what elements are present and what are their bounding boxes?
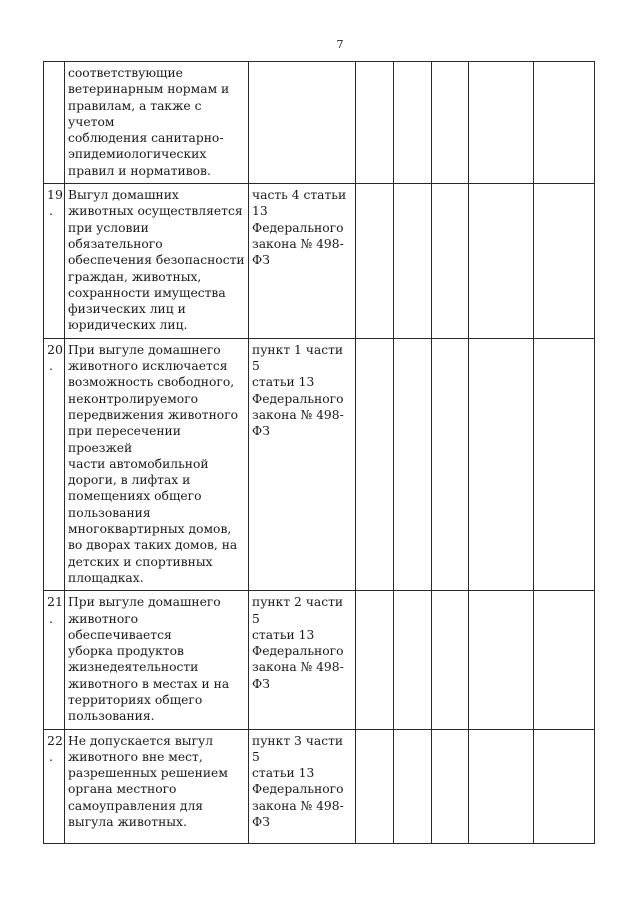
row-number-cell [44, 338, 65, 590]
row-number-cell [44, 184, 65, 339]
row-number-cell [44, 62, 65, 184]
row-number: 19 [47, 187, 63, 203]
requirement-cell: При выгуле домашнего животного исключается возможность свободного, неконтролируемого передвижения животного при пересечении проезжей части автомобильной дороги, в лифтах и помещениях общего пользования многоквартирных домов, во дворах таких домов, на детских и спортивных площадках. [65, 338, 249, 590]
requirement-cell: соответствующие ветеринарным нормам и правилам, а также с учетом соблюдения санитарно- эпидемиологических правил и нормативов. [65, 62, 249, 184]
row-number-dot: . [49, 610, 53, 626]
answer-cell [394, 338, 432, 590]
answer-cell [356, 338, 394, 590]
notes-cell [534, 62, 595, 184]
answer-cell [356, 184, 394, 339]
answer-cell [432, 184, 469, 339]
notes-cell [534, 729, 595, 843]
legal-reference-cell: часть 4 статьи 13 Федерального закона № 498- ФЗ [249, 184, 356, 339]
legal-reference-cell: пункт 3 части 5 статьи 13 Федерального закона № 498- ФЗ [249, 729, 356, 843]
legal-reference-cell: пункт 1 части 5 статьи 13 Федерального закона № 498- ФЗ [249, 338, 356, 590]
legal-reference-cell: пункт 2 части 5 статьи 13 Федерального закона № 498- ФЗ [249, 591, 356, 729]
page-number: 7 [336, 38, 344, 51]
answer-cell [394, 184, 432, 339]
answer-cell [394, 591, 432, 729]
legal-reference-cell [249, 62, 356, 184]
requirements-table [43, 61, 595, 844]
requirement-cell: Выгул домашних животных осуществляется при условии обязательного обеспечения безопасности граждан, животных, сохранности имущества физических лиц и юридических лиц. [65, 184, 249, 339]
row-number: 22 [47, 732, 63, 748]
answer-cell [469, 338, 534, 590]
answer-cell [394, 729, 432, 843]
requirement-cell: Не допускается выгул животного вне мест, разрешенных решением органа местного самоуправления для выгула животных. [65, 729, 249, 843]
answer-cell [356, 729, 394, 843]
row-number: 21 [47, 594, 63, 610]
answer-cell [432, 729, 469, 843]
table-row [44, 338, 595, 590]
answer-cell [469, 591, 534, 729]
table-row [44, 62, 595, 184]
answer-cell [356, 62, 394, 184]
answer-cell [356, 591, 394, 729]
row-number-dot: . [49, 748, 53, 764]
answer-cell [432, 62, 469, 184]
answer-cell [432, 591, 469, 729]
notes-cell [534, 338, 595, 590]
answer-cell [394, 62, 432, 184]
requirement-cell: При выгуле домашнего животного обеспечивается уборка продуктов жизнедеятельности животного в местах и на территориях общего пользования. [65, 591, 249, 729]
notes-cell [534, 591, 595, 729]
row-number-cell [44, 591, 65, 729]
notes-cell [534, 184, 595, 339]
row-number-dot: . [49, 358, 53, 374]
answer-cell [432, 338, 469, 590]
row-number: 20 [47, 341, 63, 357]
answer-cell [469, 62, 534, 184]
table-row [44, 184, 595, 339]
table-row [44, 729, 595, 843]
row-number-cell [44, 729, 65, 843]
answer-cell [469, 729, 534, 843]
row-number-dot: . [49, 203, 53, 219]
answer-cell [469, 184, 534, 339]
table-row [44, 591, 595, 729]
